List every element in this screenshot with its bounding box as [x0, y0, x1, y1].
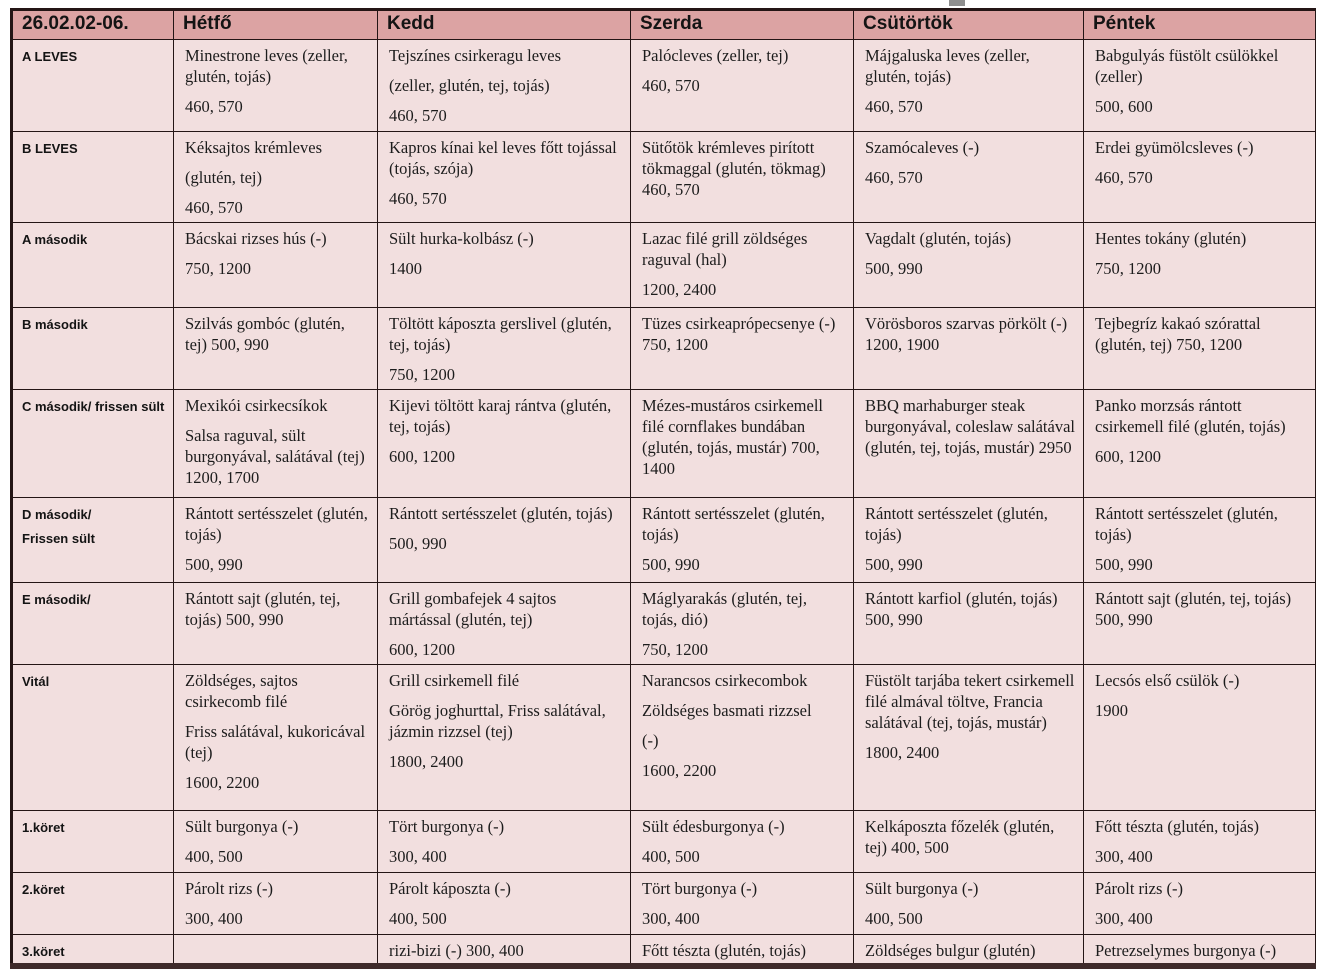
menu-cell: Szilvás gombóc (glutén, tej) 500, 990	[174, 308, 378, 390]
day-header-wednesday: Szerda	[631, 10, 854, 40]
menu-cell: Rántott sajt (glutén, tej, tojás) 500, 990	[1084, 583, 1317, 665]
row-label: B LEVES	[12, 132, 174, 223]
row-label: E második/	[12, 583, 174, 665]
weekly-menu-table-wrap	[10, 8, 1316, 966]
menu-cell: Tört burgonya (-) 300, 400	[378, 811, 631, 873]
menu-cell: Kéksajtos krémleves (glutén, tej) 460, 570	[174, 132, 378, 223]
menu-cell: Zöldséges bulgur (glutén)	[854, 935, 1084, 967]
menu-cell: Tört burgonya (-) 300, 400	[631, 873, 854, 935]
menu-cell: Tüzes csirkeaprópecsenye (-) 750, 1200	[631, 308, 854, 390]
menu-cell: Rántott karfiol (glutén, tojás) 500, 990	[854, 583, 1084, 665]
menu-cell: Sült hurka-kolbász (-) 1400	[378, 223, 631, 308]
row-label: B második	[12, 308, 174, 390]
menu-cell: Sült burgonya (-) 400, 500	[174, 811, 378, 873]
menu-cell: Kelkáposzta főzelék (glutén, tej) 400, 500	[854, 811, 1084, 873]
menu-cell: Lecsós első csülök (-) 1900	[1084, 665, 1317, 811]
table-row	[12, 223, 1317, 308]
row-label: C második/ frissen sült	[12, 390, 174, 498]
row-label: D második/ Frissen sült	[12, 498, 174, 583]
menu-table-body	[12, 40, 1317, 967]
row-label: Vitál	[12, 665, 174, 811]
menu-cell: Vagdalt (glutén, tojás) 500, 990	[854, 223, 1084, 308]
menu-cell: Lazac filé grill zöldséges raguval (hal) 1200, 2400	[631, 223, 854, 308]
menu-cell: Minestrone leves (zeller, glutén, tojás) 460, 570	[174, 40, 378, 132]
menu-cell: Erdei gyümölcsleves (-) 460, 570	[1084, 132, 1317, 223]
menu-cell: Kijevi töltött karaj rántva (glutén, tej, tojás) 600, 1200	[378, 390, 631, 498]
menu-cell: Májgaluska leves (zeller, glutén, tojás) 460, 570	[854, 40, 1084, 132]
table-row	[12, 132, 1317, 223]
table-row	[12, 583, 1317, 665]
scrollbar-tab[interactable]	[949, 0, 965, 6]
menu-cell: Párolt rizs (-) 300, 400	[1084, 873, 1317, 935]
table-row	[12, 40, 1317, 132]
menu-cell: Rántott sertésszelet (glutén, tojás) 500, 990	[378, 498, 631, 583]
menu-cell: Főtt tészta (glutén, tojás)	[631, 935, 854, 967]
menu-cell: Rántott sertésszelet (glutén, tojás) 500, 990	[631, 498, 854, 583]
menu-cell: Rántott sertésszelet (glutén, tojás) 500, 990	[854, 498, 1084, 583]
row-label: 2.köret	[12, 873, 174, 935]
menu-cell: BBQ marhaburger steak burgonyával, coleslaw salátával (glutén, tej, tojás, mustár) 2950	[854, 390, 1084, 498]
menu-cell: Párolt káposzta (-) 400, 500	[378, 873, 631, 935]
row-label: A második	[12, 223, 174, 308]
table-row	[12, 498, 1317, 583]
menu-cell: Sült édesburgonya (-) 400, 500	[631, 811, 854, 873]
row-label: 3.köret	[12, 935, 174, 967]
menu-cell: Rántott sajt (glutén, tej, tojás) 500, 990	[174, 583, 378, 665]
menu-cell: Hentes tokány (glutén) 750, 1200	[1084, 223, 1317, 308]
menu-cell: Palócleves (zeller, tej) 460, 570	[631, 40, 854, 132]
menu-cell: Párolt rizs (-) 300, 400	[174, 873, 378, 935]
table-row	[12, 390, 1317, 498]
menu-cell: Panko morzsás rántott csirkemell filé (glutén, tojás) 600, 1200	[1084, 390, 1317, 498]
row-label: 1.köret	[12, 811, 174, 873]
menu-cell	[174, 935, 378, 967]
menu-cell: Grill csirkemell filé Görög joghurttal, Friss salátával, jázmin rizzsel (tej) 1800, 2400	[378, 665, 631, 811]
menu-cell: Mexikói csirkecsíkok Salsa raguval, sült burgonyával, salátával (tej) 1200, 1700	[174, 390, 378, 498]
menu-cell: Bácskai rizses hús (-) 750, 1200	[174, 223, 378, 308]
day-header-tuesday: Kedd	[378, 10, 631, 40]
menu-cell: Főtt tészta (glutén, tojás) 300, 400	[1084, 811, 1317, 873]
menu-cell: Füstölt tarjába tekert csirkemell filé almával töltve, Francia salátával (tej, tojás, mustár) 1800, 2400	[854, 665, 1084, 811]
menu-cell: Zöldséges, sajtos csirkecomb filé Friss salátával, kukoricával (tej) 1600, 2200	[174, 665, 378, 811]
week-label: 26.02.02-06.	[12, 10, 174, 40]
header-row	[12, 10, 1317, 40]
menu-cell: Rántott sertésszelet (glutén, tojás) 500, 990	[1084, 498, 1317, 583]
menu-cell: Tejszínes csirkeragu leves (zeller, glutén, tej, tojás) 460, 570	[378, 40, 631, 132]
menu-cell: Babgulyás füstölt csülökkel (zeller) 500, 600	[1084, 40, 1317, 132]
menu-cell: Vörösboros szarvas pörkölt (-) 1200, 1900	[854, 308, 1084, 390]
menu-cell: Szamócaleves (-) 460, 570	[854, 132, 1084, 223]
menu-cell: Rántott sertésszelet (glutén, tojás) 500, 990	[174, 498, 378, 583]
table-row	[12, 308, 1317, 390]
day-header-thursday: Csütörtök	[854, 10, 1084, 40]
table-row	[12, 665, 1317, 811]
table-row	[12, 935, 1317, 967]
menu-cell: Kapros kínai kel leves főtt tojással (tojás, szója) 460, 570	[378, 132, 631, 223]
table-bottom-strip	[10, 963, 1316, 969]
menu-cell: Grill gombafejek 4 sajtos mártással (glutén, tej) 600, 1200	[378, 583, 631, 665]
menu-cell: Máglyarakás (glutén, tej, tojás, dió) 750, 1200	[631, 583, 854, 665]
row-label: A LEVES	[12, 40, 174, 132]
menu-cell: Tejbegríz kakaó szórattal (glutén, tej) 750, 1200	[1084, 308, 1317, 390]
table-row	[12, 811, 1317, 873]
menu-cell: Narancsos csirkecombok Zöldséges basmati rizzsel (-) 1600, 2200	[631, 665, 854, 811]
menu-cell: rizi-bizi (-) 300, 400	[378, 935, 631, 967]
menu-cell: Mézes-mustáros csirkemell filé cornflakes bundában (glutén, tojás, mustár) 700, 1400	[631, 390, 854, 498]
day-header-monday: Hétfő	[174, 10, 378, 40]
table-row	[12, 873, 1317, 935]
day-header-friday: Péntek	[1084, 10, 1317, 40]
weekly-menu-table	[10, 8, 1316, 966]
menu-cell: Sütőtök krémleves pirított tökmaggal (glutén, tökmag) 460, 570	[631, 132, 854, 223]
menu-cell: Sült burgonya (-) 400, 500	[854, 873, 1084, 935]
menu-cell: Töltött káposzta gerslivel (glutén, tej, tojás) 750, 1200	[378, 308, 631, 390]
menu-cell: Petrezselymes burgonya (-)	[1084, 935, 1317, 967]
